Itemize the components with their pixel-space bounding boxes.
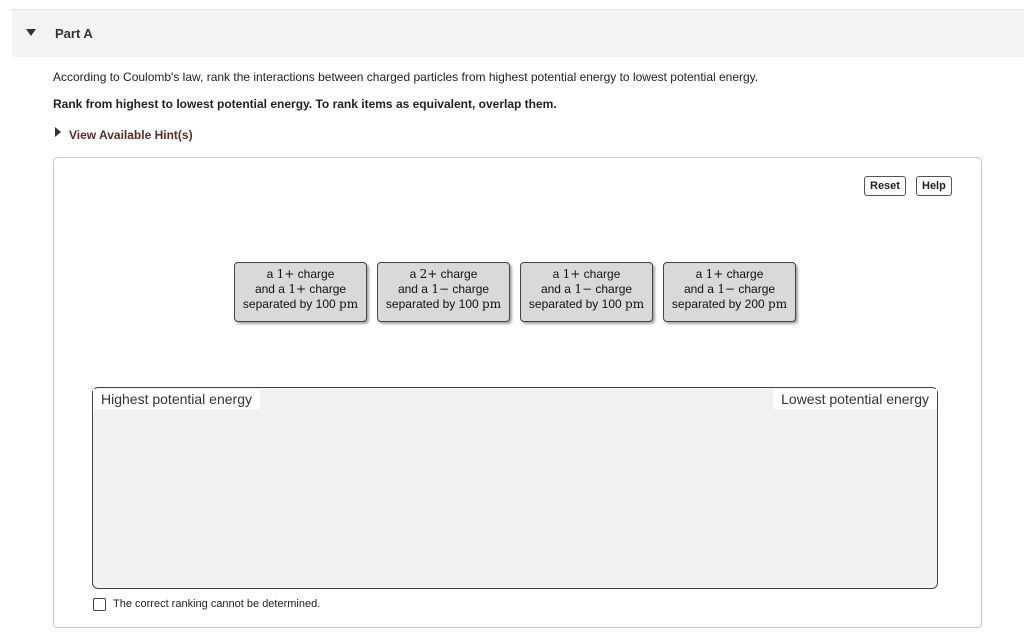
card-text: and a — [540, 282, 575, 296]
charge-value: 2+ — [419, 267, 438, 281]
help-button[interactable]: Help — [916, 176, 952, 196]
card-text: charge — [735, 282, 776, 296]
card-text: a — [409, 267, 420, 281]
charge-value: 1+ — [288, 282, 307, 296]
distance-unit: pm — [339, 297, 359, 311]
ranking-card-1[interactable] — [234, 262, 367, 322]
card-text: charge — [294, 267, 335, 281]
card-text: a — [552, 267, 563, 281]
card-text: separated by — [528, 297, 602, 311]
distance-unit: pm — [482, 297, 502, 311]
ranking-card-2[interactable] — [377, 262, 510, 322]
charge-value: 1+ — [276, 267, 295, 281]
charge-value: 1− — [717, 282, 736, 296]
lowest-label: Lowest potential energy — [773, 389, 937, 409]
view-hints-link[interactable]: View Available Hint(s) — [69, 128, 193, 142]
charge-value: 1+ — [562, 267, 581, 281]
charge-value: 1− — [431, 282, 450, 296]
ranking-instruction: Rank from highest to lowest potential energy. To rank items as equivalent, overlap them. — [53, 97, 557, 111]
highest-label: Highest potential energy — [93, 389, 260, 409]
distance-value: 100 — [458, 297, 479, 311]
cannot-determine-label[interactable]: The correct ranking cannot be determined. — [113, 598, 321, 610]
distance-unit: pm — [625, 297, 645, 311]
ranking-card-3[interactable] — [520, 262, 653, 322]
card-text: a — [695, 267, 706, 281]
card-text: separated by — [242, 297, 316, 311]
card-text: charge — [723, 267, 764, 281]
expand-caret-icon[interactable] — [55, 127, 61, 137]
distance-value: 100 — [315, 297, 336, 311]
card-text: charge — [580, 267, 621, 281]
part-title: Part A — [55, 26, 93, 41]
charge-value: 1+ — [705, 267, 724, 281]
reset-button[interactable]: Reset — [864, 176, 906, 196]
card-text: and a — [397, 282, 432, 296]
card-text: separated by — [671, 297, 745, 311]
distance-unit: pm — [768, 297, 788, 311]
card-text: charge — [449, 282, 490, 296]
card-text: charge — [437, 267, 478, 281]
charge-value: 1− — [574, 282, 593, 296]
ranking-drop-zone[interactable] — [92, 387, 938, 589]
card-text: separated by — [385, 297, 459, 311]
card-text: and a — [683, 282, 718, 296]
ranking-card-4[interactable] — [663, 262, 796, 322]
card-text: charge — [592, 282, 633, 296]
card-text: and a — [254, 282, 289, 296]
cannot-determine-checkbox[interactable] — [93, 598, 106, 611]
part-header[interactable] — [12, 10, 1024, 57]
distance-value: 100 — [601, 297, 622, 311]
card-text: charge — [306, 282, 347, 296]
question-prompt: According to Coulomb's law, rank the interactions between charged particles from highest potential energy to lowest potential energy. — [53, 70, 759, 84]
distance-value: 200 — [744, 297, 765, 311]
card-text: a — [266, 267, 277, 281]
collapse-caret-icon[interactable] — [26, 29, 36, 36]
